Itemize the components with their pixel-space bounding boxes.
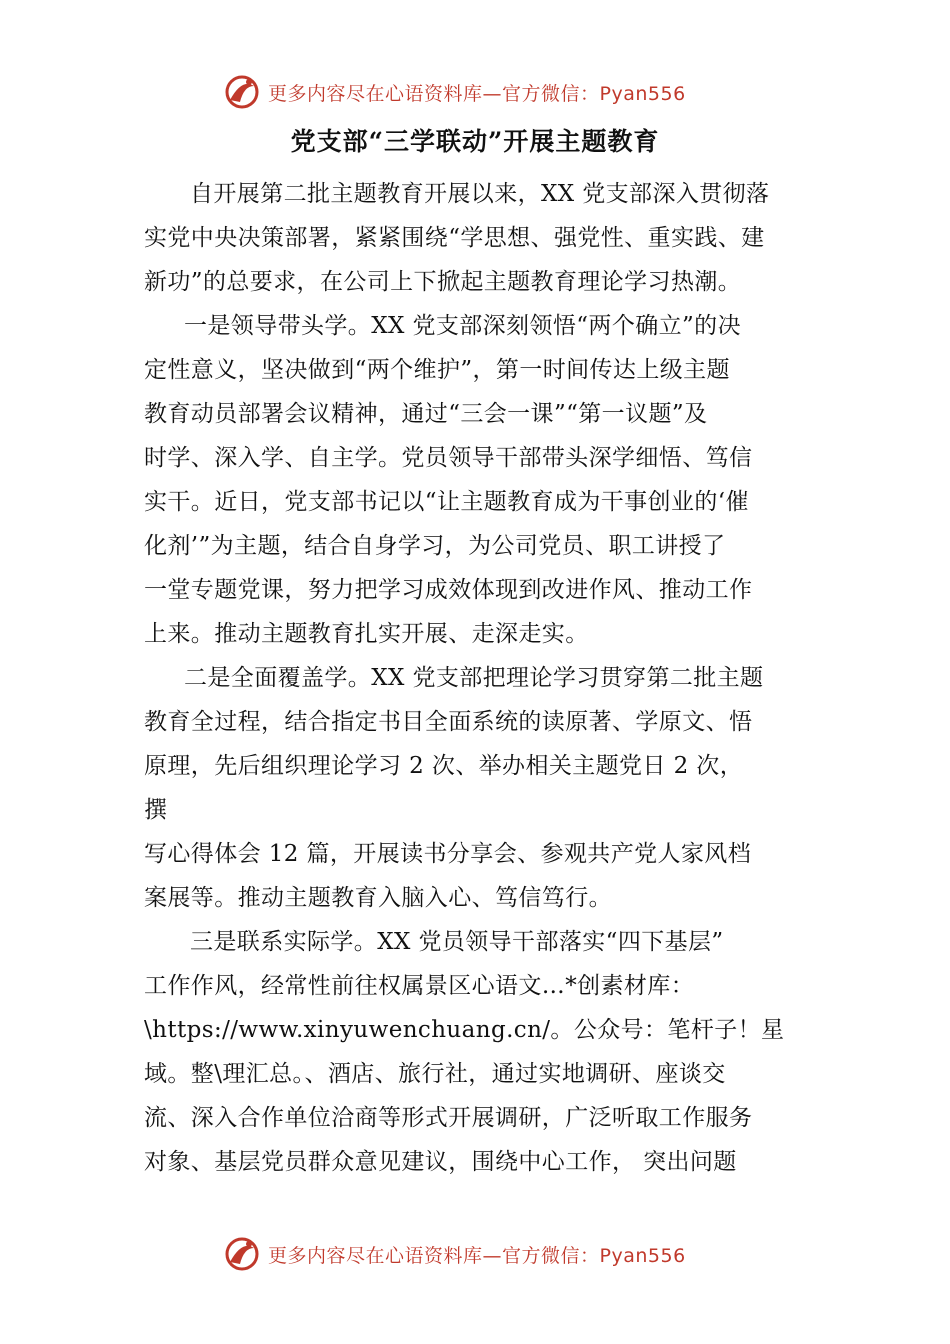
body-line: 上来。推动主题教育扎实开展、走深走实。 [144,621,589,647]
body-line: 流、深入合作单位洽商等形式开展调研，广泛听取工作服务 [144,1105,753,1131]
banner-text [268,79,686,106]
body-line: 化剂’”为主题，结合自身学习，为公司党员、职工讲授了 [144,533,726,559]
document-title: 党支部“三学联动”开展主题教育 [290,127,660,156]
body-line: 新功”的总要求，在公司上下掀起主题教育理论学习热潮。 [144,269,742,295]
body-line: 工作作风，经常性前往权属景区心语文…*创素材库： [144,973,695,999]
banner-label: 更多内容尽在心语资料库—官方微信： [268,82,600,105]
body-line: 一堂专题党课，努力把学习成效体现到改进作风、推动工作 [144,577,753,603]
header-banner [0,72,950,112]
body-line: 自开展第二批主题教育开展以来，XX 党支部深入贯彻落 [190,181,770,207]
body-line: 教育全过程，结合指定书目全面系统的读原著、学原文、悟 [144,709,753,735]
body-line: 实干。近日，党支部书记以“让主题教育成为干事创业的‘催 [144,489,749,515]
body-line: 撰 [144,797,168,823]
body-line: 教育动员部署会议精神，通过“三会一课”“第一议题”及 [144,401,708,427]
brand-logo-icon [222,1234,262,1274]
footer-banner [0,1234,950,1274]
body-line: 案展等。推动主题教育入脑入心、笃信笃行。 [144,885,612,911]
body-line: 一是领导带头学。XX 党支部深刻领悟“两个确立”的决 [184,313,741,339]
body-line: 对象、基层党员群众意见建议，围绕中心工作， 突出问题 [144,1149,737,1175]
body-line: \https://www.xinyuwenchuang.cn/。公众号：笔杆子！星 [144,1017,785,1043]
body-line: 实党中央决策部署，紧紧围绕“学思想、强党性、重实践、建 [144,225,765,251]
banner-wechat-id: Pyan556 [599,82,686,105]
document-body [144,172,809,1184]
brand-logo-icon [222,72,262,112]
banner-wechat-id: Pyan556 [599,1244,686,1267]
body-line: 域。整\理汇总。、酒店、旅行社，通过实地调研、座谈交 [144,1061,726,1087]
banner-text [268,1241,686,1268]
body-line: 时学、深入学、自主学。党员领导干部带头深学细悟、笃信 [144,445,753,471]
body-line: 定性意义，坚决做到“两个维护”，第一时间传达上级主题 [144,357,730,383]
banner-label: 更多内容尽在心语资料库—官方微信： [268,1244,600,1267]
body-line: 写心得体会 12 篇，开展读书分享会、参观共产党人家风档 [144,841,752,867]
body-line: 二是全面覆盖学。XX 党支部把理论学习贯穿第二批主题 [184,665,764,691]
body-line: 三是联系实际学。XX 党员领导干部落实“四下基层” [190,929,724,955]
body-line: 原理，先后组织理论学习 2 次、举办相关主题党日 2 次， [144,753,744,779]
